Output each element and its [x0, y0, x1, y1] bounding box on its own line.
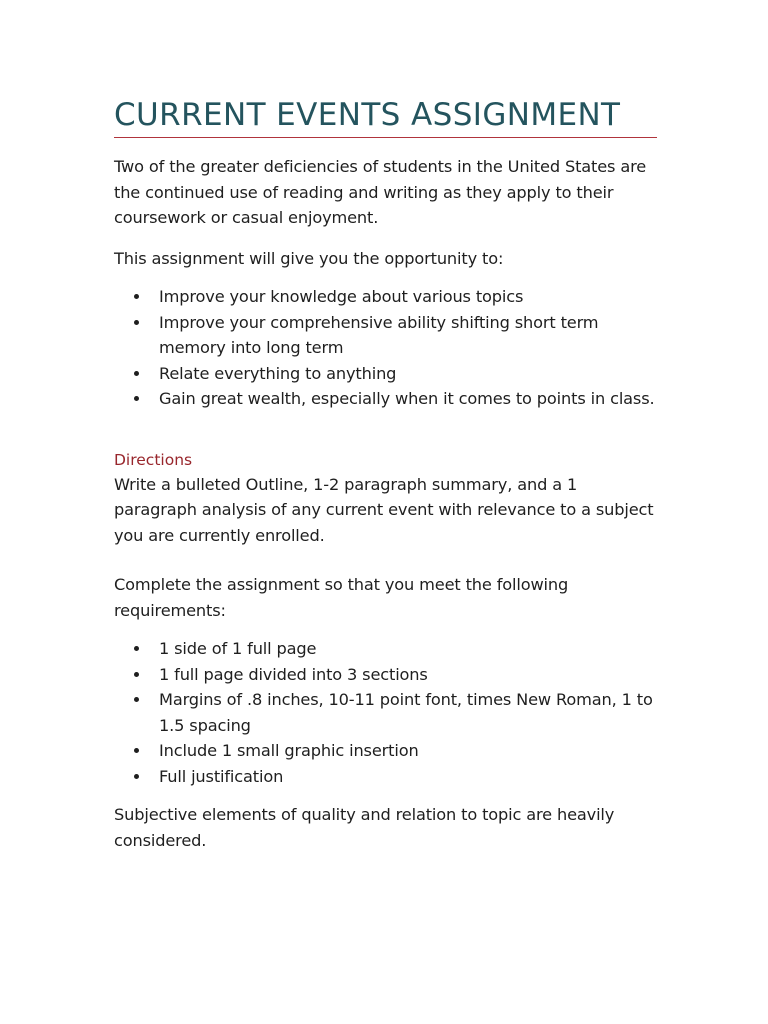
page-title: CURRENT EVENTS ASSIGNMENT [114, 97, 621, 133]
directions-paragraph: Write a bulleted Outline, 1-2 paragraph summary, and a 1 paragraph analysis of any current event with relevance to a subject you are currently enrolled. [114, 474, 654, 545]
opportunity-list [114, 284, 659, 412]
bullet-icon [134, 371, 139, 376]
opportunity-lead: This assignment will give you the opportunity to: [114, 248, 504, 268]
list-item [159, 284, 659, 310]
list-item [159, 386, 659, 412]
list-item-text: Full justification [159, 766, 284, 786]
list-item [159, 662, 659, 688]
list-item-text: Margins of .8 inches, 10-11 point font, times New Roman, 1 to 1.5 spacing [159, 690, 653, 735]
list-item-text: 1 full page divided into 3 sections [159, 664, 428, 684]
list-item-text: Relate everything to anything [159, 363, 397, 383]
bullet-icon [134, 320, 139, 325]
requirements-list [114, 636, 659, 789]
bullet-icon [134, 294, 139, 299]
list-item-text: Include 1 small graphic insertion [159, 741, 419, 760]
list-item [159, 361, 659, 387]
list-item [159, 310, 659, 361]
intro-paragraph: Two of the greater deficiencies of students in the United States are the continued use of reading and writing as they apply to their coursework or casual enjoyment. [114, 157, 647, 227]
bullet-icon [134, 672, 139, 677]
bullet-icon [134, 396, 139, 401]
list-item-text: Improve your comprehensive ability shifting short term memory into long term [159, 312, 599, 357]
bullet-icon [134, 774, 139, 779]
bullet-icon [134, 646, 139, 651]
list-item [159, 764, 659, 790]
list-item [159, 738, 659, 764]
bullet-icon [134, 748, 139, 753]
list-item-text: Improve your knowledge about various topics [159, 287, 524, 306]
closing-paragraph: Subjective elements of quality and relation to topic are heavily considered. [114, 805, 615, 850]
title-underline [114, 137, 657, 138]
directions-heading: Directions [114, 450, 193, 469]
document-page [114, 0, 659, 853]
list-item-text: Gain great wealth, especially when it comes to points in class. [159, 389, 655, 408]
requirements-lead: Complete the assignment so that you meet the following requirements: [114, 575, 569, 620]
list-item [159, 636, 659, 662]
bullet-icon [134, 697, 139, 702]
list-item-text: 1 side of 1 full page [159, 639, 317, 658]
list-item [159, 687, 659, 738]
